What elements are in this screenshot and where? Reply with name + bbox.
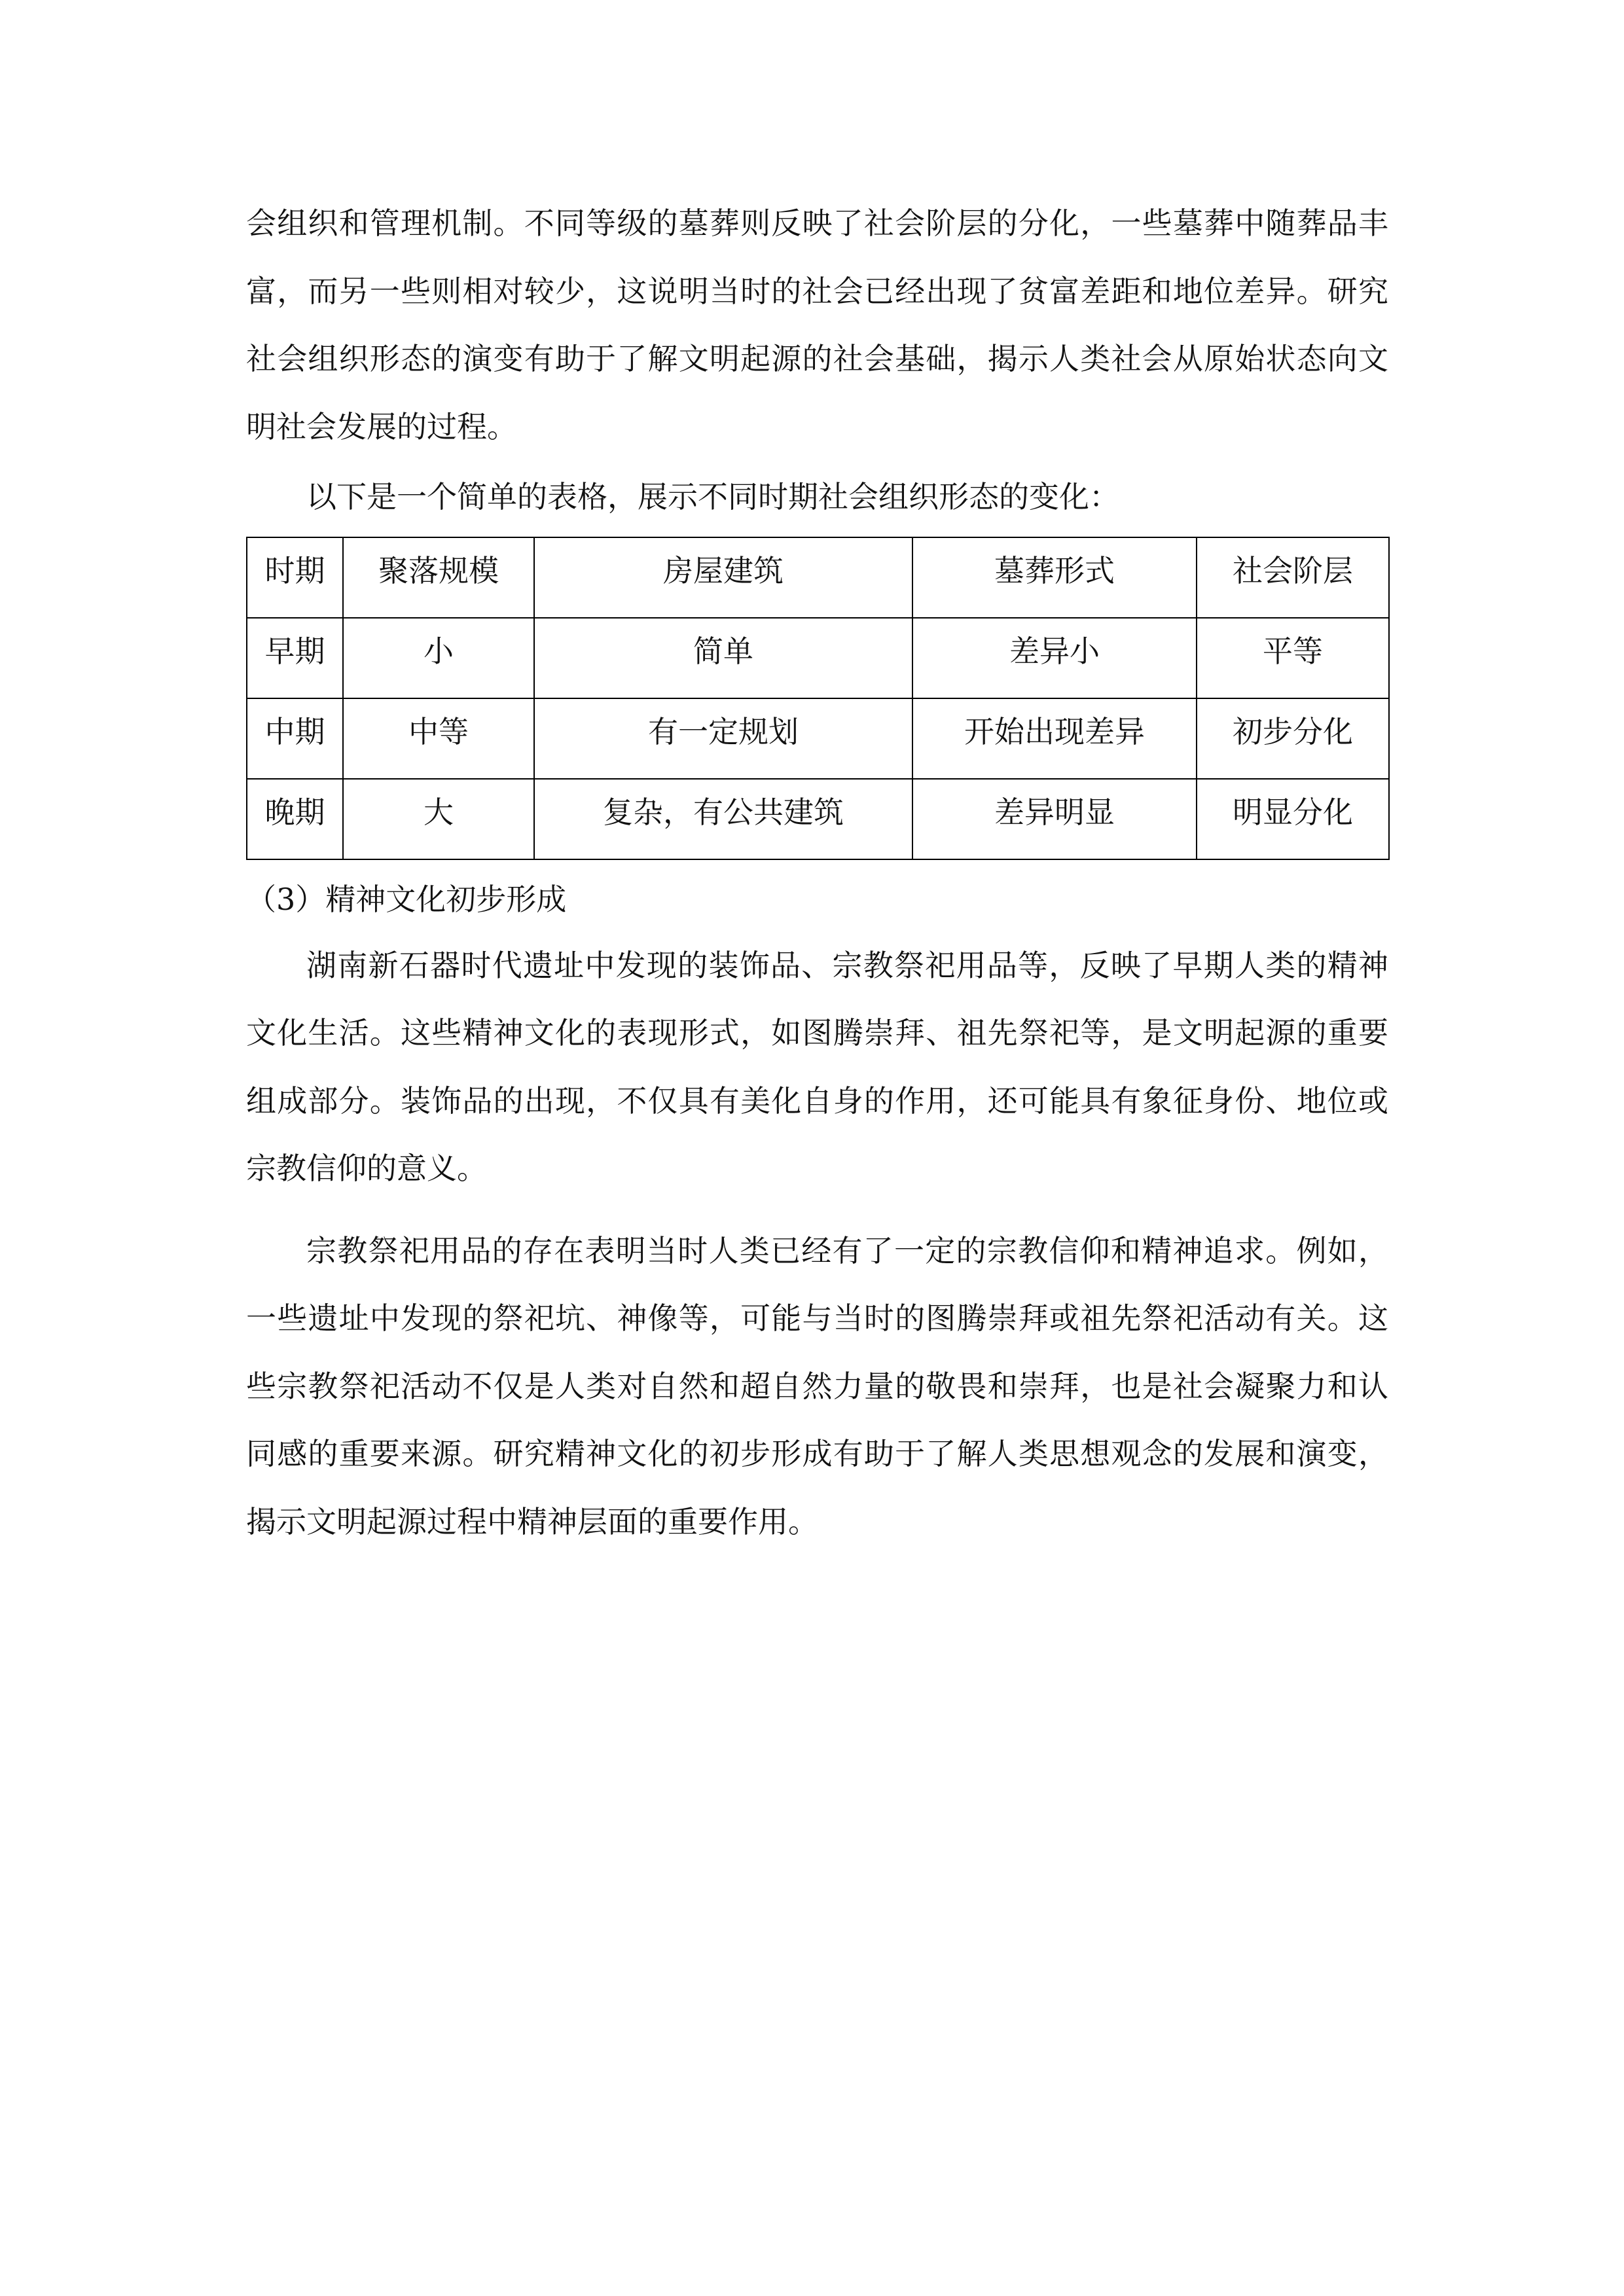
table-intro-text: 以下是一个简单的表格，展示不同时期社会组织形态的变化： — [306, 479, 1119, 514]
table-row — [247, 779, 1389, 859]
paragraph-religious-items: 宗教祭祀用品的存在表明当时人类已经有了一定的宗教信仰和精神追求。例如，一些遗址中发现的祭祀坑、神像等，可能与当时的图腾崇拜或祖先祭祀活动有关。这些宗教祭祀活动不仅是人类对自然和超自然力量的敬畏和崇拜，也是社会凝聚力和认同感的重要来源。研究精神文化的初步形成有助于了解人类思想观念的发展和演变，揭示文明起源过程中精神层面的重要作用。 — [246, 1232, 1388, 1539]
header-cell-social-class: 社会阶层 — [1197, 537, 1389, 618]
table-cell: 早期 — [247, 618, 343, 698]
table-cell: 大 — [343, 779, 534, 859]
table-cell: 简单 — [534, 618, 912, 698]
table-cell: 开始出现差异 — [912, 698, 1197, 779]
table-cell: 晚期 — [247, 779, 343, 859]
social-organization-table — [246, 537, 1390, 860]
header-cell-housing: 房屋建筑 — [534, 537, 912, 618]
table-cell: 有一定规划 — [534, 698, 912, 779]
table-cell: 初步分化 — [1197, 698, 1389, 779]
table-row — [247, 698, 1389, 779]
table-header-row — [247, 537, 1389, 618]
table-cell: 差异明显 — [912, 779, 1197, 859]
table-cell: 复杂，有公共建筑 — [534, 779, 912, 859]
section-heading: （3）精神文化初步形成 — [246, 881, 567, 917]
paragraph-social-organization: 会组织和管理机制。不同等级的墓葬则反映了社会阶层的分化，一些墓葬中随葬品丰富，而另一些则相对较少，这说明当时的社会已经出现了贫富差距和地位差异。研究社会组织形态的演变有助于了解文明起源的社会基础，揭示人类社会从原始状态向文明社会发展的过程。 — [246, 206, 1388, 444]
table-cell: 中等 — [343, 698, 534, 779]
header-cell-settlement-scale: 聚落规模 — [343, 537, 534, 618]
table-cell: 中期 — [247, 698, 343, 779]
paragraph-spiritual-culture: 湖南新石器时代遗址中发现的装饰品、宗教祭祀用品等，反映了早期人类的精神文化生活。这些精神文化的表现形式，如图腾崇拜、祖先祭祀等，是文明起源的重要组成部分。装饰品的出现，不仅具有美化自身的作用，还可能具有象征身份、地位或宗教信仰的意义。 — [246, 947, 1388, 1186]
table-cell: 明显分化 — [1197, 779, 1389, 859]
table-cell: 差异小 — [912, 618, 1197, 698]
header-cell-period: 时期 — [247, 537, 343, 618]
header-cell-burial-form: 墓葬形式 — [912, 537, 1197, 618]
table-cell: 小 — [343, 618, 534, 698]
table-cell: 平等 — [1197, 618, 1389, 698]
table-row — [247, 618, 1389, 698]
document-body — [246, 190, 1388, 1556]
